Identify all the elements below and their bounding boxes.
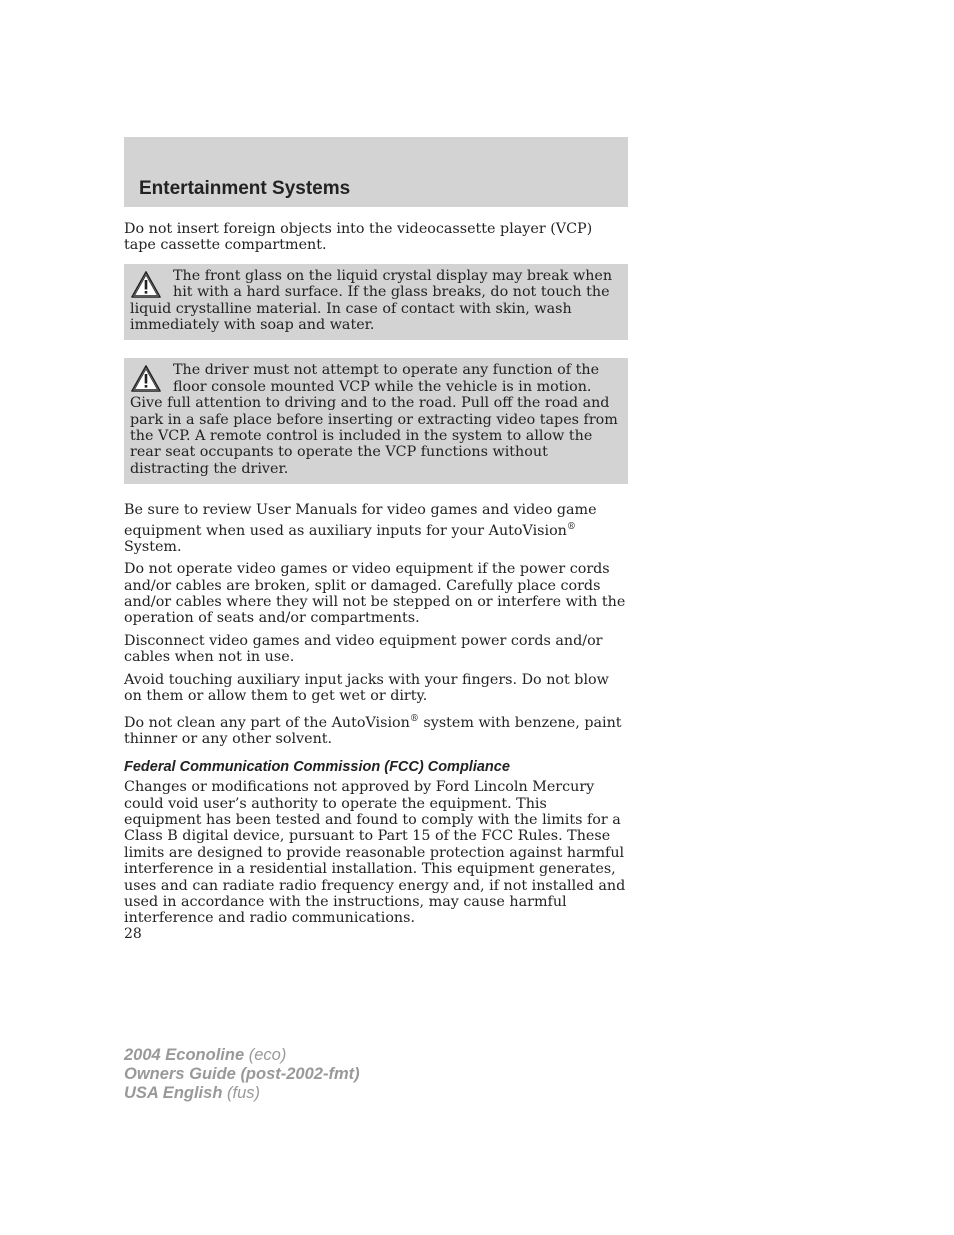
fcc-paragraph: Changes or modifications not approved by Ford Lincoln Mercury could void user’s authority to operate the equipment. This equipment has been tested and found to comply with the limits for a Class B digital device, pursuant to Part 15 of the FCC Rules. These limits are designed to provide reasonable protection against harmful interference in a residential installation. This equipment generates, uses and can radiate radio frequency energy and, if not installed and used in accordance with the instructions, may cause harmful interference and radio communications.: [124, 779, 626, 927]
power-cords-paragraph: Do not operate video games or video equipment if the power cords and/or cables are broken, split or damaged. Carefully place cords and/or cables where they will not be stepped on or interfere with the operation of seats and/or compartments.: [124, 561, 626, 627]
warning-triangle-icon: [130, 270, 162, 300]
fcc-heading: Federal Communication Commission (FCC) Compliance: [124, 759, 510, 776]
warning-box-driver: [124, 358, 628, 484]
footer-line-language: USA English (fus): [124, 1084, 260, 1102]
page-content: [124, 221, 628, 933]
disconnect-paragraph: Disconnect video games and video equipment power cords and/or cables when not in use.: [124, 632, 603, 666]
warning-triangle-icon: [130, 364, 162, 394]
review-manuals-paragraph: Be sure to review User Manuals for video games and video game equipment when used as auxiliary inputs for your AutoVision® System.: [124, 502, 597, 555]
intro-paragraph: Do not insert foreign objects into the videocassette player (VCP) tape cassette compartment.: [124, 221, 593, 254]
document-footer: [124, 1046, 360, 1103]
footer-line-model: 2004 Econoline (eco): [124, 1046, 287, 1064]
cleaning-paragraph: Do not clean any part of the AutoVision® system with benzene, paint thinner or any other solvent.: [124, 713, 622, 747]
warning-box-glass: [124, 264, 628, 341]
warning-text: The driver must not attempt to operate any function of the floor console mounted VCP while the vehicle is in motion. Give full attention to driving and to the road. Pull off the road and park in a safe place before inserting or extracting video tapes from the VCP. A remote control is included in the system to allow the rear seat occupants to operate the VCP functions without distracting the driver.: [130, 362, 618, 477]
section-title: Entertainment Systems: [139, 178, 351, 199]
page-number: 28: [124, 926, 142, 942]
warning-text: The front glass on the liquid crystal display may break when hit with a hard surface. If the glass breaks, do not touch the liquid crystalline material. In case of contact with skin, wash immediately with soap and water.: [130, 267, 613, 334]
footer-line-guide: Owners Guide (post-2002-fmt): [124, 1065, 360, 1083]
input-jacks-paragraph: Avoid touching auxiliary input jacks with your fingers. Do not blow on them or allow them to get wet or dirty.: [124, 671, 609, 705]
